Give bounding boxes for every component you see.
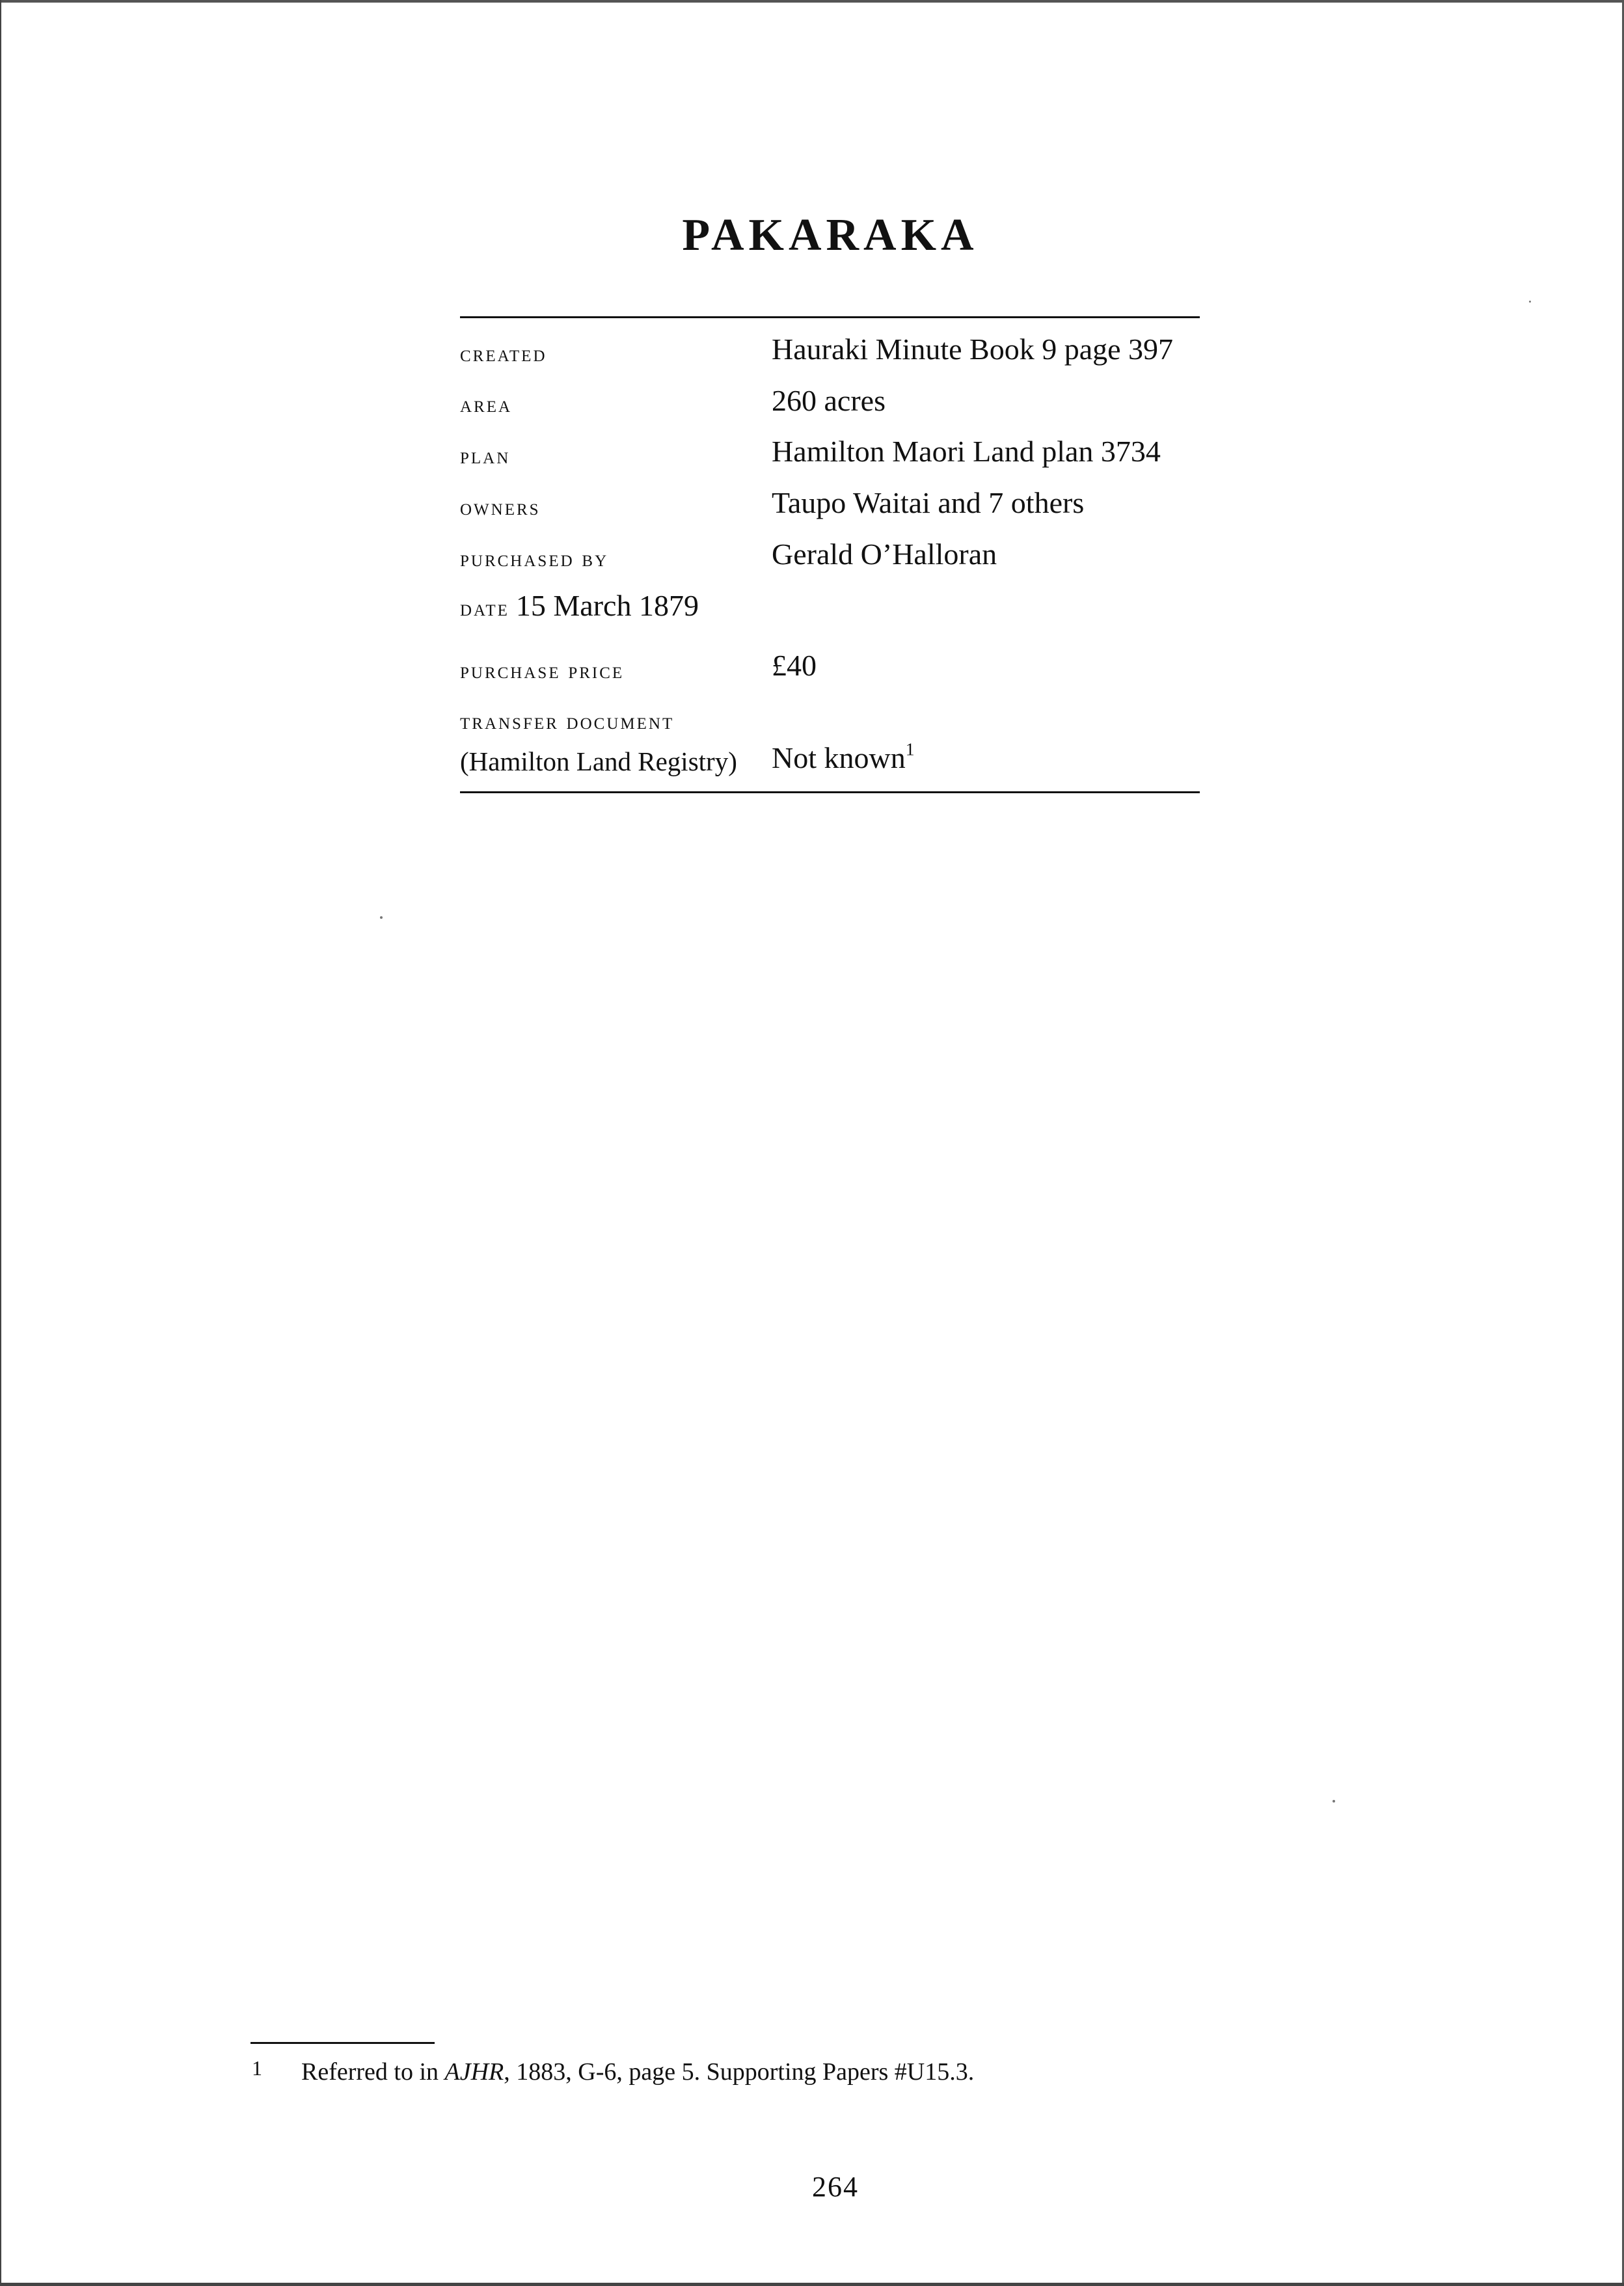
scan-edge-bottom (0, 2283, 1624, 2286)
footnote-source: AJHR (444, 2058, 504, 2086)
scan-speck (1333, 1800, 1335, 1803)
date-label: date (460, 595, 509, 621)
plan-label: plan (460, 443, 511, 469)
scan-edge-left (0, 0, 1, 2286)
scan-speck (380, 916, 383, 919)
footnote-rule (250, 2042, 435, 2044)
transfer-registry-label: (Hamilton Land Registry) (460, 746, 737, 776)
scan-edge-top (0, 0, 1624, 3)
footnote-reference: 1 (905, 739, 915, 759)
date-line (460, 588, 699, 623)
footnote-prefix: Referred to in (301, 2058, 445, 2086)
plan-value: Hamilton Maori Land plan 3734 (772, 435, 1161, 468)
transfer-value-text: Not known (772, 741, 906, 774)
date-value: 15 March 1879 (515, 589, 699, 622)
table-bottom-rule (460, 791, 1200, 793)
footnote-marker: 1 (252, 2056, 262, 2080)
scan-speck (1529, 301, 1531, 303)
area-value: 260 acres (772, 384, 886, 417)
table-top-rule (460, 316, 1200, 318)
purchased-by-value: Gerald O’Halloran (772, 537, 997, 571)
page-title: PAKARAKA (682, 210, 979, 260)
transfer-document-label: transfer document (460, 709, 675, 734)
owners-value: Taupo Waitai and 7 others (772, 486, 1085, 519)
footnote-suffix: , 1883, G-6, page 5. Supporting Papers #U15.3. (504, 2058, 975, 2086)
purchase-price-label: purchase price (460, 658, 625, 683)
footnote-text (301, 2058, 974, 2086)
page-number: 264 (812, 2171, 859, 2203)
owners-label: owners (460, 495, 541, 520)
transfer-document-value (772, 741, 915, 775)
purchase-price-value: £40 (772, 649, 817, 682)
purchased-by-label: purchased by (460, 546, 609, 571)
created-value: Hauraki Minute Book 9 page 397 (772, 333, 1174, 366)
created-label: created (460, 341, 547, 366)
area-label: area (460, 392, 513, 417)
